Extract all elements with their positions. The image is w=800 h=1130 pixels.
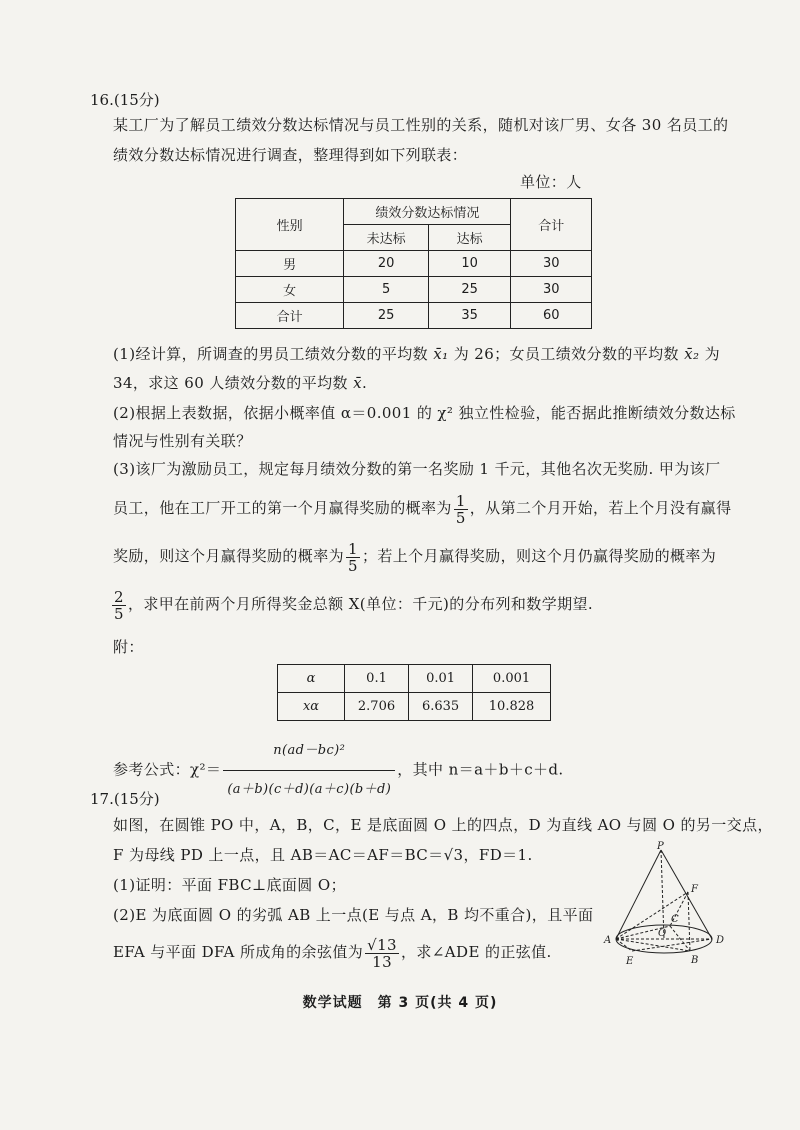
frac-den: 5 bbox=[114, 604, 124, 623]
frac-num: 2 bbox=[114, 587, 124, 606]
q16-unit: 单位：人 bbox=[520, 173, 582, 191]
label-o: O bbox=[658, 928, 667, 939]
th-total: 合计 bbox=[511, 199, 592, 251]
row-label: 合计 bbox=[236, 303, 344, 329]
frac-den: 13 bbox=[372, 952, 393, 971]
contingency-table bbox=[235, 198, 592, 329]
frac-num: 1 bbox=[455, 491, 466, 510]
row-label: 女 bbox=[236, 277, 344, 303]
label-d: D bbox=[716, 935, 725, 946]
math-x2: x̄₂ bbox=[684, 345, 700, 363]
page-footer: 数学试题 第 3 页(共 4 页) bbox=[302, 995, 498, 1011]
cell: 30 bbox=[511, 251, 592, 277]
cell: 10 bbox=[428, 251, 511, 277]
text: 参考公式：χ²＝ bbox=[113, 760, 222, 779]
table-row bbox=[236, 251, 592, 277]
text: (1)经计算，所调查的男员工绩效分数的平均数 bbox=[113, 345, 429, 363]
cell: 6.635 bbox=[409, 693, 473, 721]
q17-part2-line1: (2)E 为底面圆 O 的劣弧 AB 上一点(E 与点 A，B 均不重合)，且平面 bbox=[113, 906, 594, 924]
text: ，求∠ADE 的正弦值. bbox=[401, 943, 552, 961]
axis-po bbox=[661, 850, 664, 939]
cell: 60 bbox=[511, 303, 592, 329]
q17-line2: F 为母线 PD 上一点，且 AB＝AC＝AF＝BC＝√3，FD＝1. bbox=[113, 846, 533, 864]
q16-part2-line2: 情况与性别有关联？ bbox=[113, 432, 252, 450]
text: ，求甲在前两个月所得奖金总额 X(单位：千元)的分布列和数学期望. bbox=[127, 595, 594, 613]
label-a: A bbox=[604, 935, 612, 946]
row-label: 男 bbox=[236, 251, 344, 277]
q16-part3-line3 bbox=[113, 538, 716, 574]
reference-formula bbox=[113, 732, 564, 809]
math-xbar: x̄ bbox=[353, 374, 362, 392]
th-yes: 达标 bbox=[428, 225, 511, 251]
th-gender: 性别 bbox=[236, 199, 344, 251]
fraction-sqrt13-13 bbox=[365, 937, 399, 970]
frac-num: √13 bbox=[367, 935, 398, 954]
label-c: C bbox=[671, 914, 679, 925]
cell: 0.1 bbox=[345, 665, 409, 693]
cell: 10.828 bbox=[473, 693, 551, 721]
frac-den: (a＋b)(c＋d)(a＋c)(b＋d) bbox=[227, 782, 392, 797]
label-e: E bbox=[626, 956, 634, 967]
label-b: B bbox=[691, 955, 699, 966]
text: ，其中 n＝a＋b＋c＋d. bbox=[397, 760, 564, 779]
th-not: 未达标 bbox=[344, 225, 429, 251]
frac-den: 5 bbox=[455, 508, 466, 527]
q16-intro-line1: 某工厂为了解员工绩效分数达标情况与员工性别的关系，随机对该厂男、女各 30 名员工的 bbox=[113, 116, 729, 134]
math-x1: x̄₁ bbox=[433, 345, 449, 363]
text: 为 26；女员工绩效分数的平均数 bbox=[453, 345, 679, 363]
cell: 0.001 bbox=[473, 665, 551, 693]
text: 34，求这 60 人绩效分数的平均数 bbox=[113, 374, 348, 392]
q17-line1: 如图，在圆锥 PO 中，A，B，C，E 是底面圆 O 上的四点，D 为直线 AO 与圆 O 的另一交点， bbox=[113, 816, 773, 834]
cell: 35 bbox=[428, 303, 511, 329]
label-f: F bbox=[691, 884, 698, 895]
text: 奖励，则这个月赢得奖励的概率为 bbox=[113, 547, 345, 565]
segment-ab bbox=[616, 939, 690, 951]
text: ，从第二个月开始，若上个月没有赢得 bbox=[469, 499, 732, 517]
cell: 2.706 bbox=[345, 693, 409, 721]
reference-table bbox=[277, 664, 551, 721]
fraction-2-5 bbox=[112, 589, 126, 622]
cell: 5 bbox=[344, 277, 429, 303]
cell: 20 bbox=[344, 251, 429, 277]
q16-intro-line2: 绩效分数达标情况进行调查，整理得到如下列联表： bbox=[113, 146, 468, 164]
th-group: 绩效分数达标情况 bbox=[344, 199, 511, 225]
q17-heading: 17.(15分) bbox=[90, 790, 160, 808]
fraction-1-5 bbox=[346, 541, 360, 574]
appendix-label: 附： bbox=[113, 638, 144, 656]
frac-den: 5 bbox=[348, 556, 358, 575]
fraction-1-5 bbox=[454, 493, 468, 526]
frac-num: n(ad－bc)² bbox=[223, 732, 395, 771]
text: ；若上个月赢得奖励，则这个月仍赢得奖励的概率为 bbox=[361, 547, 717, 565]
text: . bbox=[361, 374, 368, 392]
table-row bbox=[278, 693, 551, 721]
q16-part2-line1: (2)根据上表数据，依据小概率值 α＝0.001 的 χ² 独立性检验，能否据此推断绩效分数达标 bbox=[113, 404, 736, 422]
cell: 0.01 bbox=[409, 665, 473, 693]
q17-part2-line2 bbox=[113, 932, 552, 972]
cell: 25 bbox=[428, 277, 511, 303]
table-row bbox=[236, 303, 592, 329]
text: 为 bbox=[704, 345, 720, 363]
q16-part1-line1 bbox=[113, 344, 720, 364]
cone-figure bbox=[598, 840, 738, 968]
q16-heading: 16.(15分) bbox=[90, 91, 160, 109]
row-label: xα bbox=[278, 693, 345, 721]
row-label: α bbox=[278, 665, 345, 693]
chi-square-fraction bbox=[223, 732, 395, 809]
label-p: P bbox=[657, 841, 664, 852]
table-row bbox=[236, 277, 592, 303]
text: EFA 与平面 DFA 所成角的余弦值为 bbox=[113, 943, 364, 961]
segment-ed bbox=[632, 939, 712, 951]
segment-ae bbox=[616, 939, 632, 951]
frac-num: 1 bbox=[348, 539, 358, 558]
q16-part3-line4 bbox=[110, 586, 593, 622]
table-row bbox=[278, 665, 551, 693]
q16-part3-line2 bbox=[113, 490, 732, 526]
cell: 25 bbox=[344, 303, 429, 329]
cell: 30 bbox=[511, 277, 592, 303]
text: 员工，他在工厂开工的第一个月赢得奖励的概率为 bbox=[113, 499, 452, 517]
q16-part1-line2 bbox=[113, 373, 367, 393]
q17-part1: (1)证明：平面 FBC⊥底面圆 O； bbox=[113, 876, 346, 894]
q16-part3-line1: (3)该厂为激励员工，规定每月绩效分数的第一名奖励 1 千元，其他名次无奖励. 甲为该厂 bbox=[113, 460, 721, 478]
